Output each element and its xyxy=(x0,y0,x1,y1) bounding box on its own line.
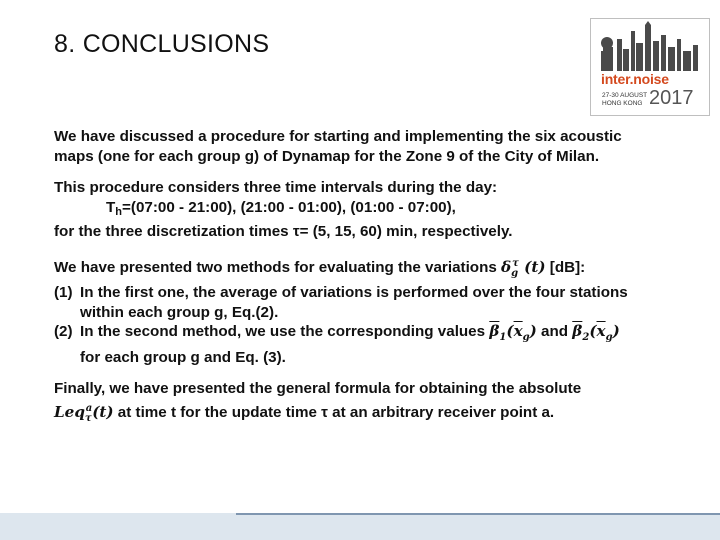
conference-logo xyxy=(590,18,710,116)
delta-argument: (t) xyxy=(518,257,546,276)
beta1-formula: $\overline{\beta}_1(\overline{x}_g)$ xyxy=(489,322,537,344)
beta1-symbol: $\overline{\beta}$ xyxy=(489,322,500,341)
logo-brand-text: inter.noise xyxy=(601,71,669,87)
paragraph-4 xyxy=(54,379,690,428)
beta2-x: $\overline{x}$ xyxy=(596,322,606,341)
text-line: for the three discretization times τ= (5, 15, 60) min, respectively. xyxy=(54,223,513,240)
item-number: (2) xyxy=(54,323,73,341)
item-text xyxy=(80,322,620,367)
text-line: This procedure considers three time intervals during the day: xyxy=(54,179,498,196)
text-line: within each group g, Eq.(2). xyxy=(80,303,279,321)
hong-kong-skyline-icon xyxy=(595,21,705,71)
leq-symbol: Leq xyxy=(54,402,85,421)
list-item xyxy=(54,322,690,367)
leq-argument: (t) xyxy=(92,402,114,421)
text-span: at time t for the update time τ at an arbitrary receiver point a. xyxy=(113,403,555,421)
beta2-symbol: $\overline{\beta}$ xyxy=(572,322,583,341)
slide-title: 8. CONCLUSIONS xyxy=(54,30,270,58)
text-span: We have presented two methods for evaluating the variations xyxy=(54,258,502,276)
delta-formula xyxy=(501,257,546,279)
text-span: [dB]: xyxy=(545,258,586,276)
beta2-formula: $\overline{\beta}_2(\overline{x}_g)$ xyxy=(572,322,620,344)
item-number: (1) xyxy=(54,284,73,302)
paragraph-1 xyxy=(54,127,690,166)
delta-symbol: δ xyxy=(501,257,512,276)
item-text xyxy=(80,283,628,322)
text-span: and xyxy=(536,323,573,341)
text-line: for each group g and Eq. (3). xyxy=(80,348,286,366)
beta1-x-subscript: g xyxy=(522,332,530,344)
th-symbol: T xyxy=(106,198,116,216)
th-subscript: h xyxy=(115,205,123,218)
leq-line xyxy=(54,399,690,429)
list-item xyxy=(54,283,690,322)
logo-date-line1: 27-30 AUGUST xyxy=(602,92,648,99)
paragraph-3 xyxy=(54,254,690,368)
beta1-x: $\overline{x}$ xyxy=(513,322,523,341)
slide-body xyxy=(54,127,690,440)
beta1-subscript: 1 xyxy=(499,332,507,344)
time-intervals-line xyxy=(54,198,690,223)
delta-subscript: g xyxy=(511,267,519,279)
text-line: maps (one for each group g) of Dynamap for the Zone 9 of the City of Milan. xyxy=(54,147,600,165)
time-intervals: =(07:00 - 21:00), (21:00 - 01:00), (01:00 - 07:00), xyxy=(122,198,456,216)
text-span: In the second method, we use the corresponding values xyxy=(80,323,490,341)
text-line: We have discussed a procedure for starting and implementing the six acoustic xyxy=(54,128,622,145)
beta2-x-subscript: g xyxy=(605,332,613,344)
logo-date-line2: HONG KONG xyxy=(602,100,643,107)
footer-bar xyxy=(0,513,720,540)
leq-formula xyxy=(54,402,114,424)
methods-intro-line xyxy=(54,254,690,284)
paragraph-2 xyxy=(54,178,690,242)
leq-superscript: a xyxy=(85,402,93,414)
text-line xyxy=(80,322,620,348)
footer-accent-line xyxy=(236,513,720,515)
leq-subscript: τ xyxy=(84,412,92,424)
beta2-subscript: 2 xyxy=(582,332,590,344)
text-line: Finally, we have presented the general formula for obtaining the absolute xyxy=(54,380,582,398)
text-line: In the first one, the average of variations is performed over the four stations xyxy=(80,284,628,302)
delta-superscript: τ xyxy=(512,257,519,269)
logo-year: 2017 xyxy=(649,87,694,109)
